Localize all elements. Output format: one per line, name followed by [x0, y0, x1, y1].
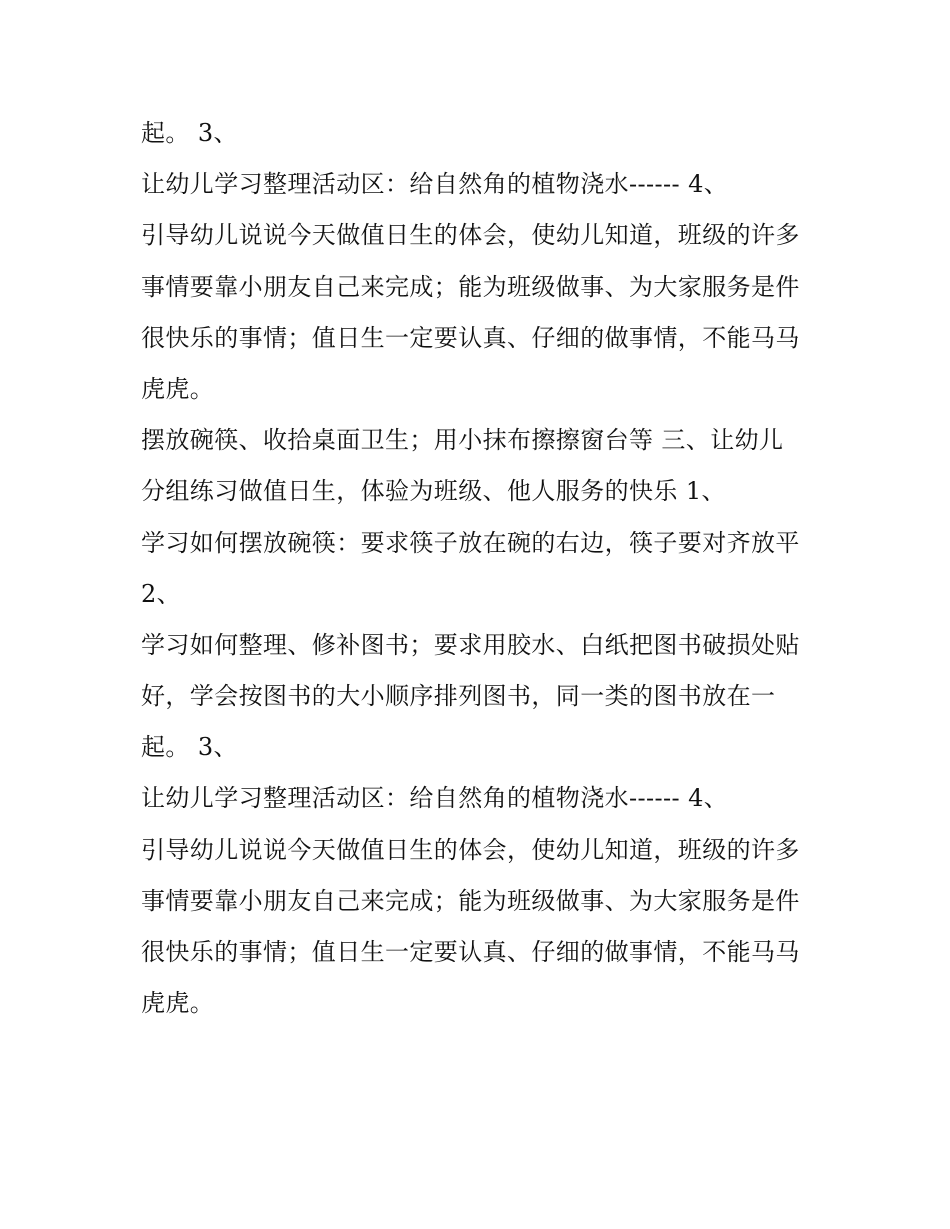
text-line-8: 分组练习做值日生，体验为班级、他人服务的快乐 1、 [141, 477, 726, 506]
text-line-9: 学习如何摆放碗筷：要求筷子放在碗的右边，筷子要对齐放平 [141, 528, 800, 557]
text-line-18: 虎虎。 [141, 989, 215, 1018]
text-line-7: 摆放碗筷、收拾桌面卫生；用小抹布擦擦窗台等 三、让幼儿 [141, 426, 784, 455]
text-line-13: 起。 3、 [141, 733, 238, 762]
text-line-14: 让幼儿学习整理活动区：给自然角的植物浇水------ 4、 [141, 784, 729, 813]
text-line-15: 引导幼儿说说今天做值日生的体会，使幼儿知道，班级的许多 [141, 835, 800, 864]
text-line-10: 2、 [141, 579, 182, 608]
text-line-4: 事情要靠小朋友自己来完成；能为班级做事、为大家服务是件 [141, 272, 800, 301]
text-line-16: 事情要靠小朋友自己来完成；能为班级做事、为大家服务是件 [141, 886, 800, 915]
text-line-3: 引导幼儿说说今天做值日生的体会，使幼儿知道，班级的许多 [141, 221, 800, 250]
text-line-17: 很快乐的事情；值日生一定要认真、仔细的做事情，不能马马 [141, 938, 800, 966]
text-line-12: 好，学会按图书的大小顺序排列图书，同一类的图书放在一 [141, 682, 776, 711]
text-line-6: 虎虎。 [141, 374, 215, 403]
text-line-1: 起。 3、 [141, 119, 238, 147]
body-text [141, 108, 821, 1029]
text-line-11: 学习如何整理、修补图书；要求用胶水、白纸把图书破损处贴 [141, 630, 800, 659]
text-line-5: 很快乐的事情；值日生一定要认真、仔细的做事情，不能马马 [141, 323, 800, 352]
text-line-2: 让幼儿学习整理活动区：给自然角的植物浇水------ 4、 [141, 170, 729, 199]
